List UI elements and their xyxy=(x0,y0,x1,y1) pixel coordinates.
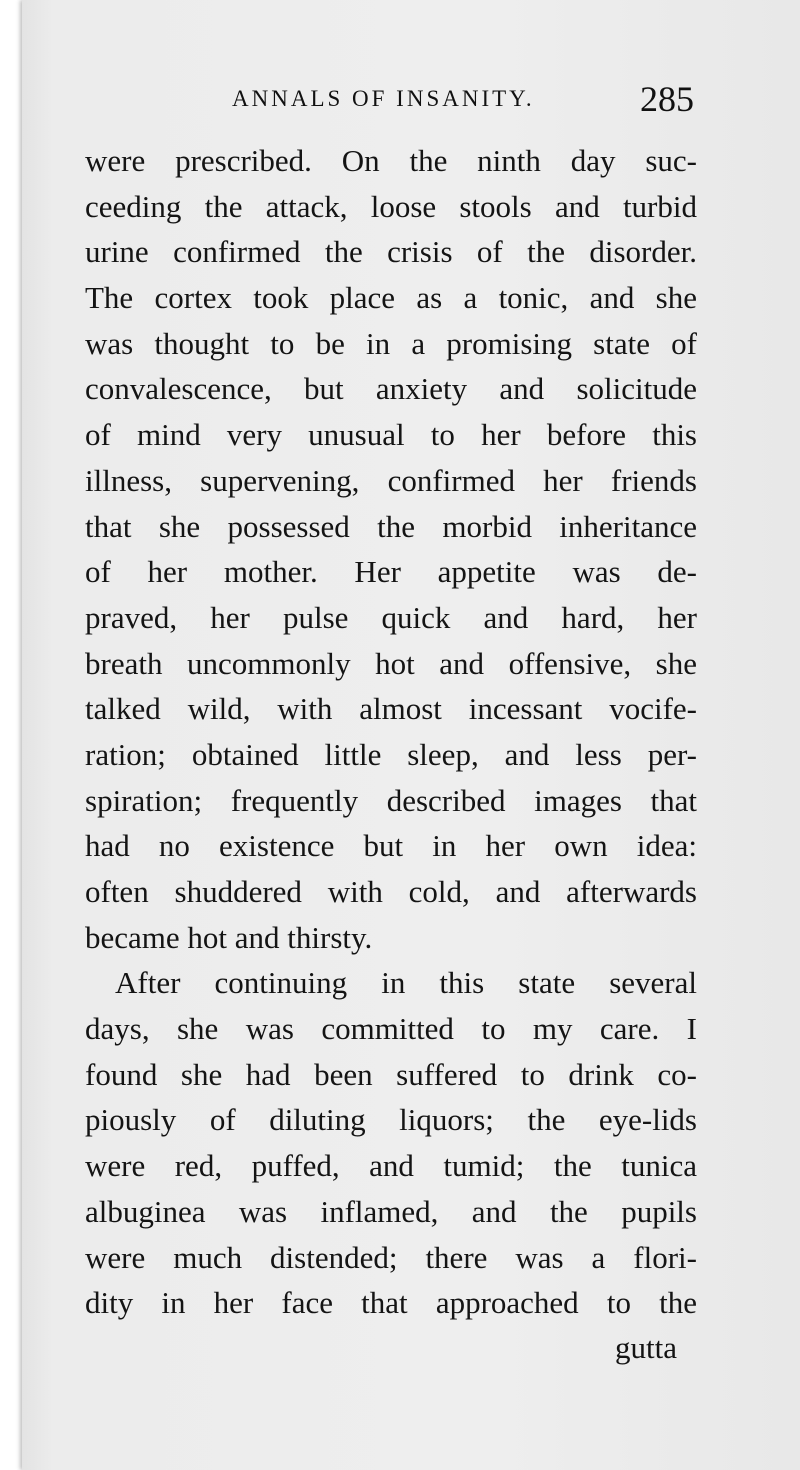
text-line: breath uncommonly hot and offensive, she xyxy=(85,645,697,681)
text-line: became hot and thirsty. xyxy=(85,919,373,955)
text-line: were prescribed. On the ninth day suc- xyxy=(85,143,697,178)
text-line: convalescence, but anxiety and solicitude xyxy=(85,371,697,407)
text-line: dity in her face that approached to the xyxy=(85,1285,697,1321)
text-line: ceeding the attack, loose stools and turbid xyxy=(85,188,697,224)
text-line: illness, supervening, confirmed her friends xyxy=(85,462,697,498)
text-line: After continuing in this state several xyxy=(115,965,697,1001)
text-line: talked wild, with almost incessant vocife- xyxy=(85,691,697,727)
paragraph-1 xyxy=(85,138,697,960)
body-text xyxy=(85,138,697,1326)
text-line: were much distended; there was a flori- xyxy=(85,1239,697,1275)
page-header xyxy=(192,78,732,118)
text-line: ration; obtained little sleep, and less per- xyxy=(85,736,697,772)
running-head: ANNALS OF INSANITY. xyxy=(232,86,535,111)
text-line: albuginea was inflamed, and the pupils xyxy=(85,1193,697,1229)
text-line: were red, puffed, and tumid; the tunica xyxy=(85,1148,697,1184)
text-line: that she possessed the morbid inheritance xyxy=(85,508,697,544)
text-line: of mind very unusual to her before this xyxy=(85,417,697,453)
text-line: The cortex took place as a tonic, and she xyxy=(85,280,697,316)
text-line: was thought to be in a promising state of xyxy=(85,325,697,361)
text-line: praved, her pulse quick and hard, her xyxy=(85,599,697,635)
text-line: urine confirmed the crisis of the disorder. xyxy=(85,234,697,270)
text-line: piously of diluting liquors; the eye-lids xyxy=(85,1102,697,1138)
paragraph-2 xyxy=(85,960,697,1326)
text-line: days, she was committed to my care. I xyxy=(85,1011,697,1047)
text-line: had no existence but in her own idea: xyxy=(85,828,697,864)
catchword: gutta xyxy=(615,1330,677,1365)
text-line: found she had been suffered to drink co- xyxy=(85,1056,697,1092)
page-number: 285 xyxy=(640,79,694,119)
text-line: spiration; frequently described images that xyxy=(85,782,697,818)
text-line: of her mother. Her appetite was de- xyxy=(85,554,697,590)
text-line: often shuddered with cold, and afterwards xyxy=(85,874,697,909)
